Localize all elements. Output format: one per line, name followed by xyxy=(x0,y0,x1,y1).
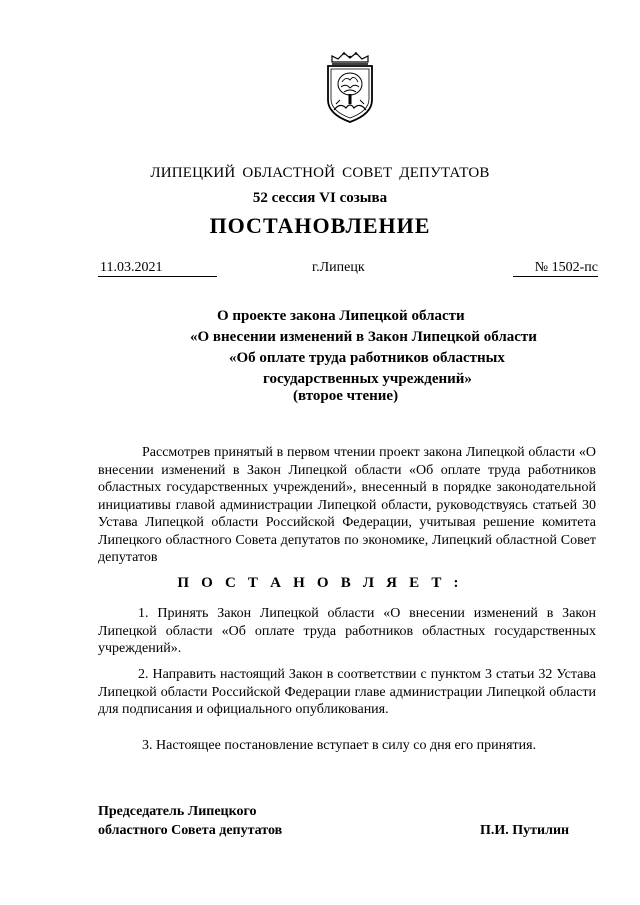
document-type: ПОСТАНОВЛЕНИЕ xyxy=(209,213,431,238)
decree-item-3: 3. Настоящее постановление вступает в силу со дня его принятия. xyxy=(142,738,537,753)
session-label: 52 сессия VI созыва xyxy=(252,190,388,206)
document-number: № 1502-пс xyxy=(513,260,598,277)
document-place: г.Липецк xyxy=(312,260,365,275)
title-subline: (второе чтение) xyxy=(293,388,399,404)
preamble-paragraph: Рассмотрев принятый в первом чтении проект закона Липецкой области «О внесении изменений в Закон Липецкой области «Об оплате труда работников областных государственных учреждений», внесенный в порядке законодательной инициативы главой администрации Липецкой области, руководствуясь статьей 30 Устава Липецкой области Российской Федерации, учитывая решение комитета Липецкого областного Совета депутатов по экономике, Липецкий областной Совет депутатов xyxy=(98,445,596,565)
title-line: «О внесении изменений в Закон Липецкой области xyxy=(190,329,537,345)
lipetsk-coat-of-arms-icon xyxy=(322,52,378,124)
document-date: 11.03.2021 xyxy=(98,260,217,277)
decree-item-2: 2. Направить настоящий Закон в соответствии с пунктом 3 статьи 32 Устава Липецкой области Российской Федерации главе администрации Липецкой области для подписания и официального опубликования. xyxy=(98,667,596,717)
title-line: государственных учреждений» xyxy=(263,371,472,387)
decree-item-1: 1. Принять Закон Липецкой области «О внесении изменений в Закон Липецкой области «Об оплате труда работников областных государственных учреждений». xyxy=(98,606,596,656)
title-line: О проекте закона Липецкой области xyxy=(217,308,465,324)
signatory-position-line2: областного Совета депутатов xyxy=(98,823,283,838)
title-line: «Об оплате труда работников областных xyxy=(229,350,505,366)
signatory-name: П.И. Путилин xyxy=(480,823,570,838)
decree-heading: П О С Т А Н О В Л Я Е Т : xyxy=(177,575,463,591)
organization-name: ЛИПЕЦКИЙ ОБЛАСТНОЙ СОВЕТ ДЕПУТАТОВ xyxy=(150,165,490,181)
signatory-position-line1: Председатель Липецкого xyxy=(98,804,257,819)
